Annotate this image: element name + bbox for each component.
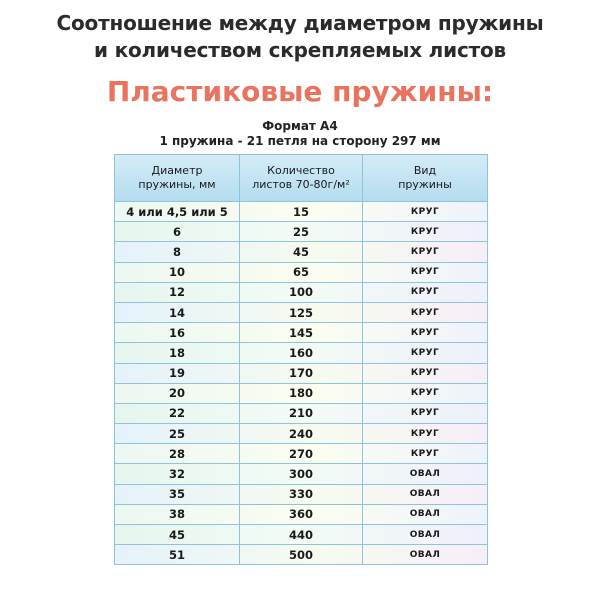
table-row bbox=[115, 221, 487, 241]
title-line-1: Соотношение между диаметром пружины bbox=[56, 11, 544, 35]
cell-type: КРУГ bbox=[410, 307, 440, 318]
cell-type: КРУГ bbox=[410, 408, 440, 419]
column-header-diameter: Диаметр пружины, мм bbox=[115, 155, 240, 201]
table-header bbox=[115, 155, 487, 202]
table-row bbox=[115, 463, 487, 483]
cell-type: КРУГ bbox=[410, 368, 440, 379]
table-row bbox=[115, 544, 487, 564]
cell-type: ОВАЛ bbox=[409, 549, 441, 560]
table-row bbox=[115, 342, 487, 362]
table-row bbox=[115, 484, 487, 504]
column-header-sheets: Количество листов 70-80г/м² bbox=[240, 155, 363, 201]
cell-diameter: 16 bbox=[115, 323, 240, 342]
cell-type: КРУГ bbox=[410, 206, 440, 217]
cell-sheets: 440 bbox=[240, 525, 363, 544]
cell-sheets: 360 bbox=[240, 505, 363, 524]
cell-type: КРУГ bbox=[410, 246, 440, 257]
table-row bbox=[115, 262, 487, 282]
table-row bbox=[115, 403, 487, 423]
cell-sheets: 160 bbox=[240, 343, 363, 362]
page-title bbox=[0, 0, 600, 64]
cell-diameter: 19 bbox=[115, 364, 240, 383]
table-row bbox=[115, 282, 487, 302]
table-row bbox=[115, 383, 487, 403]
format-info bbox=[0, 119, 600, 149]
cell-sheets: 100 bbox=[240, 283, 363, 302]
cell-diameter: 22 bbox=[115, 404, 240, 423]
cell-type: КРУГ bbox=[410, 287, 440, 298]
cell-diameter: 12 bbox=[115, 283, 240, 302]
cell-diameter: 8 bbox=[115, 242, 240, 261]
cell-diameter: 35 bbox=[115, 485, 240, 504]
table-row bbox=[115, 443, 487, 463]
cell-type: ОВАЛ bbox=[409, 489, 441, 500]
table-row bbox=[115, 363, 487, 383]
cell-type: КРУГ bbox=[410, 448, 440, 459]
cell-type: КРУГ bbox=[410, 388, 440, 399]
cell-diameter: 18 bbox=[115, 343, 240, 362]
cell-diameter: 25 bbox=[115, 424, 240, 443]
cell-sheets: 500 bbox=[240, 545, 363, 564]
cell-type: ОВАЛ bbox=[409, 509, 441, 520]
cell-diameter: 4 или 4,5 или 5 bbox=[115, 202, 240, 221]
cell-diameter: 6 bbox=[115, 222, 240, 241]
cell-sheets: 145 bbox=[240, 323, 363, 342]
cell-sheets: 45 bbox=[240, 242, 363, 261]
column-header-type: Вид пружины bbox=[398, 164, 452, 191]
cell-type: КРУГ bbox=[410, 267, 440, 278]
table-row bbox=[115, 241, 487, 261]
cell-sheets: 65 bbox=[240, 263, 363, 282]
cell-type: ОВАЛ bbox=[409, 529, 441, 540]
table-row bbox=[115, 504, 487, 524]
cell-diameter: 32 bbox=[115, 464, 240, 483]
title-line-2: и количеством скрепляемых листов bbox=[94, 38, 506, 62]
table-row bbox=[115, 322, 487, 342]
cell-sheets: 330 bbox=[240, 485, 363, 504]
cell-type: ОВАЛ bbox=[409, 469, 441, 480]
cell-sheets: 240 bbox=[240, 424, 363, 443]
cell-diameter: 45 bbox=[115, 525, 240, 544]
table-row bbox=[115, 423, 487, 443]
cell-type: КРУГ bbox=[410, 347, 440, 358]
table-row bbox=[115, 302, 487, 322]
cell-diameter: 20 bbox=[115, 384, 240, 403]
table-row bbox=[115, 202, 487, 221]
cell-diameter: 38 bbox=[115, 505, 240, 524]
format-line-1: Формат А4 bbox=[262, 119, 338, 133]
cell-diameter: 14 bbox=[115, 303, 240, 322]
cell-diameter: 10 bbox=[115, 263, 240, 282]
table-body bbox=[115, 202, 487, 564]
subtitle: Пластиковые пружины: bbox=[106, 75, 494, 108]
cell-sheets: 170 bbox=[240, 364, 363, 383]
table-row bbox=[115, 524, 487, 544]
cell-sheets: 25 bbox=[240, 222, 363, 241]
cell-sheets: 210 bbox=[240, 404, 363, 423]
cell-sheets: 125 bbox=[240, 303, 363, 322]
cell-type: КРУГ bbox=[410, 226, 440, 237]
cell-diameter: 28 bbox=[115, 444, 240, 463]
cell-sheets: 300 bbox=[240, 464, 363, 483]
cell-sheets: 270 bbox=[240, 444, 363, 463]
cell-diameter: 51 bbox=[115, 545, 240, 564]
spring-table bbox=[114, 154, 488, 565]
cell-sheets: 15 bbox=[240, 202, 363, 221]
format-line-2: 1 пружина - 21 петля на сторону 297 мм bbox=[159, 134, 441, 148]
cell-type: КРУГ bbox=[410, 428, 440, 439]
cell-type: КРУГ bbox=[410, 327, 440, 338]
cell-sheets: 180 bbox=[240, 384, 363, 403]
